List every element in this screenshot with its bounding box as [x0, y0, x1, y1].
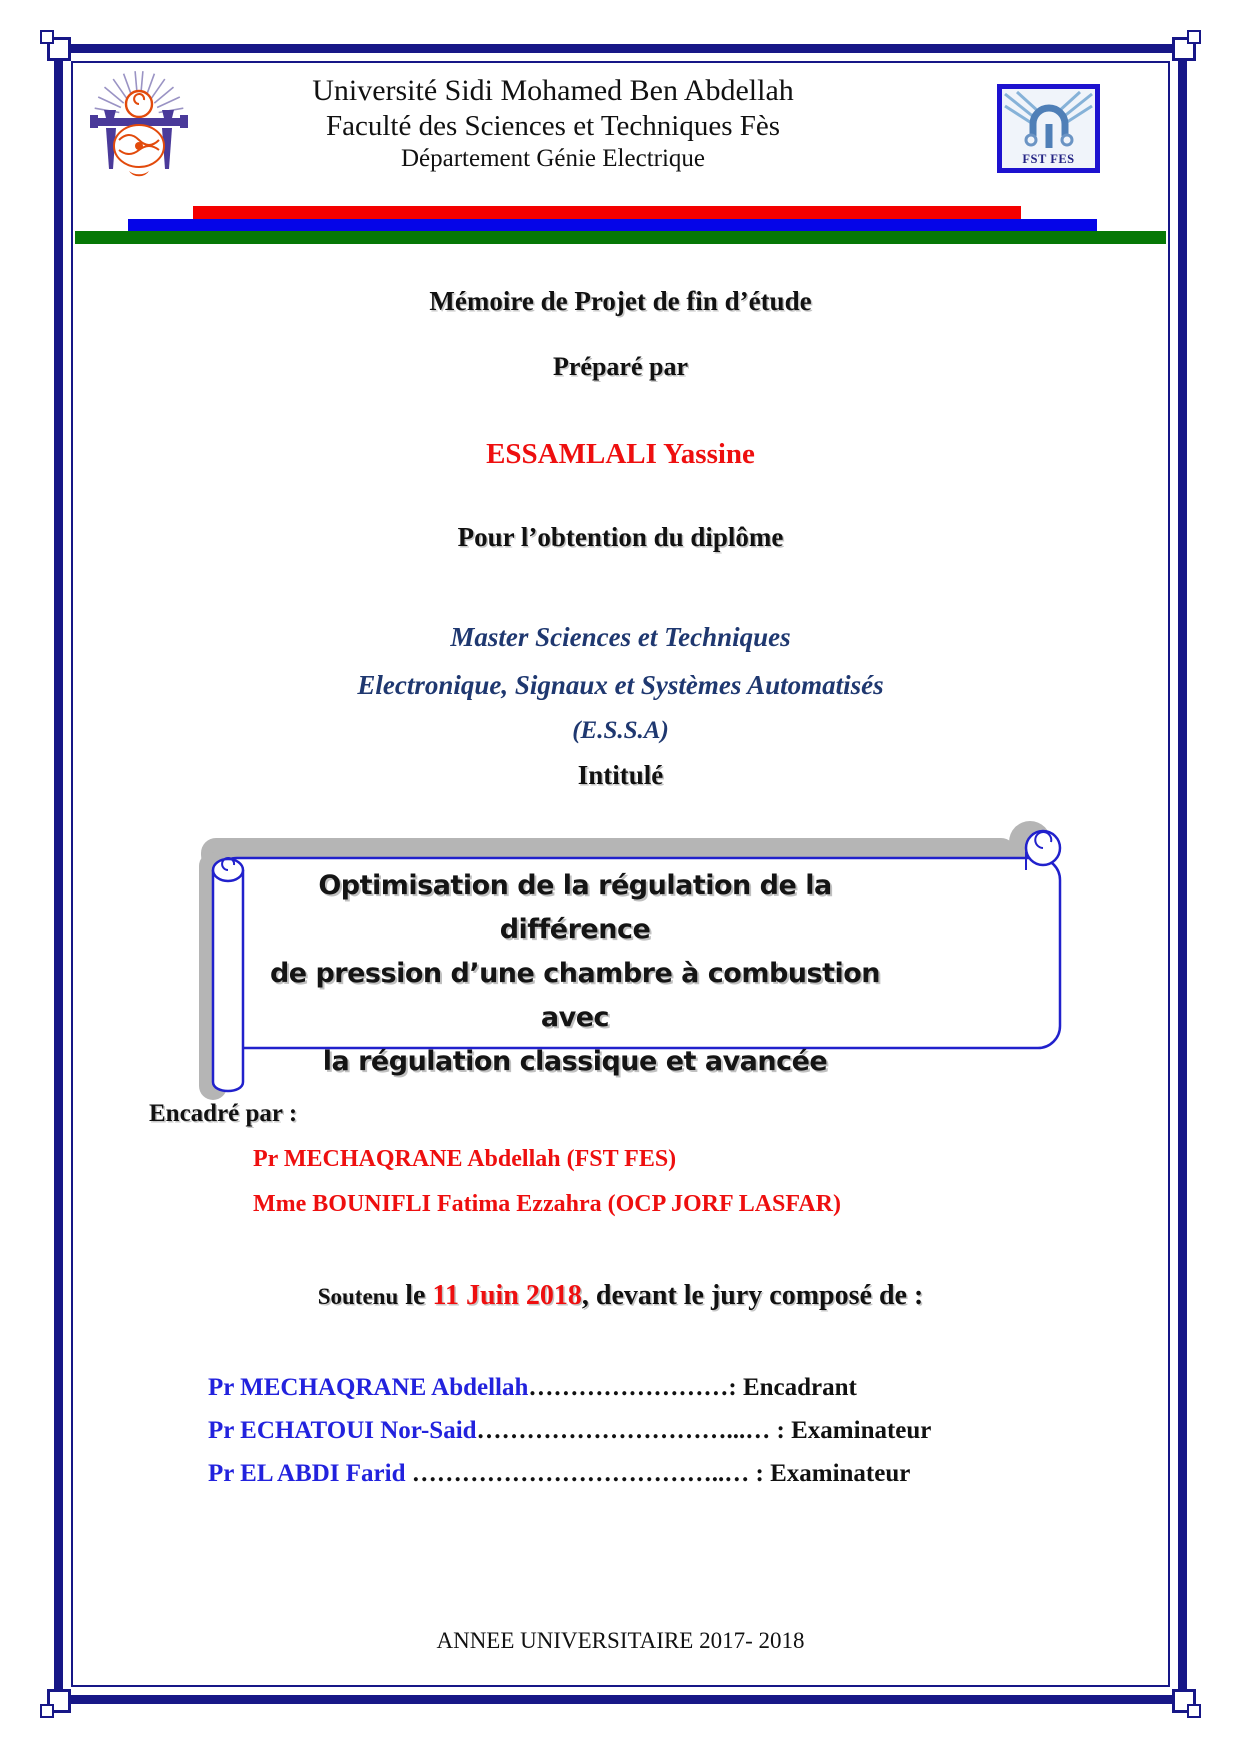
- border-corner-ornament: [1166, 1683, 1200, 1717]
- defense-le: le: [398, 1280, 433, 1311]
- thesis-title-line-1: Optimisation de la régulation de la différence: [318, 870, 832, 945]
- jury-member-name: Pr ECHATOUI Nor-Said: [208, 1417, 477, 1444]
- border-corner-ornament: [41, 1683, 75, 1717]
- supervised-by-label: Encadré par :: [149, 1100, 298, 1127]
- red-rule: [193, 206, 1021, 219]
- jury-member-name: Pr MECHAQRANE Abdellah: [208, 1374, 529, 1401]
- memoire-line: Mémoire de Projet de fin d’étude: [429, 286, 812, 316]
- jury-dots: ……………………: [528, 1374, 729, 1401]
- header-institution: [213, 72, 893, 174]
- fst-fes-logo-icon: [997, 84, 1100, 173]
- academic-year: ANNEE UNIVERSITAIRE 2017- 2018: [436, 1628, 805, 1653]
- author-name: ESSAMLALI Yassine: [486, 438, 755, 470]
- border-corner-ornament: [41, 31, 75, 65]
- border-corner-ornament: [1166, 31, 1200, 65]
- jury-dots: ………………………………..: [411, 1460, 725, 1487]
- defense-date: 11 Juin 2018: [432, 1280, 582, 1311]
- defense-soutenu: Soutenu: [317, 1284, 399, 1309]
- defense-rest: , devant le jury composé de :: [581, 1280, 924, 1311]
- defense-line: [70, 1280, 1171, 1312]
- green-rule: [75, 231, 1166, 244]
- thesis-title: [245, 864, 905, 1084]
- faculty-name: Faculté des Sciences et Techniques Fès: [325, 110, 781, 142]
- degree-line-2: Electronique, Signaux et Systèmes Automatisés: [357, 670, 884, 700]
- jury-role: … : Examinateur: [745, 1417, 932, 1444]
- jury-row: [208, 1452, 931, 1495]
- jury-dots: …………………………...: [476, 1417, 746, 1444]
- prepared-by-label: Préparé par: [552, 352, 688, 381]
- fst-fes-logo-label: FST FES: [1022, 152, 1075, 166]
- jury-row: [208, 1409, 931, 1452]
- degree-line-3: (E.S.S.A): [572, 717, 669, 744]
- jury-role: … : Examinateur: [724, 1460, 911, 1487]
- jury-list: [208, 1366, 931, 1495]
- supervisor-2: Mme BOUNIFLI Fatima Ezzahra (OCP JORF LASFAR): [253, 1191, 841, 1217]
- department-name: Département Génie Electrique: [400, 145, 706, 172]
- thesis-title-line-3: la régulation classique et avancée: [322, 1046, 828, 1077]
- obtention-line: Pour l’obtention du diplôme: [457, 522, 784, 552]
- title-scroll-banner: [185, 808, 1070, 1108]
- jury-member-name: Pr EL ABDI Farid: [208, 1460, 412, 1487]
- thesis-title-line-2: de pression d’une chambre à combustion avec: [269, 958, 881, 1033]
- usmba-emblem-icon: [84, 66, 194, 188]
- degree-line-1: Master Sciences et Techniques: [450, 622, 791, 652]
- intitule-label: Intitulé: [577, 760, 664, 790]
- supervisor-1: Pr MECHAQRANE Abdellah (FST FES): [253, 1146, 677, 1172]
- jury-row: [208, 1366, 931, 1409]
- university-name: Université Sidi Mohamed Ben Abdellah: [312, 74, 794, 107]
- jury-role: : Encadrant: [728, 1374, 857, 1401]
